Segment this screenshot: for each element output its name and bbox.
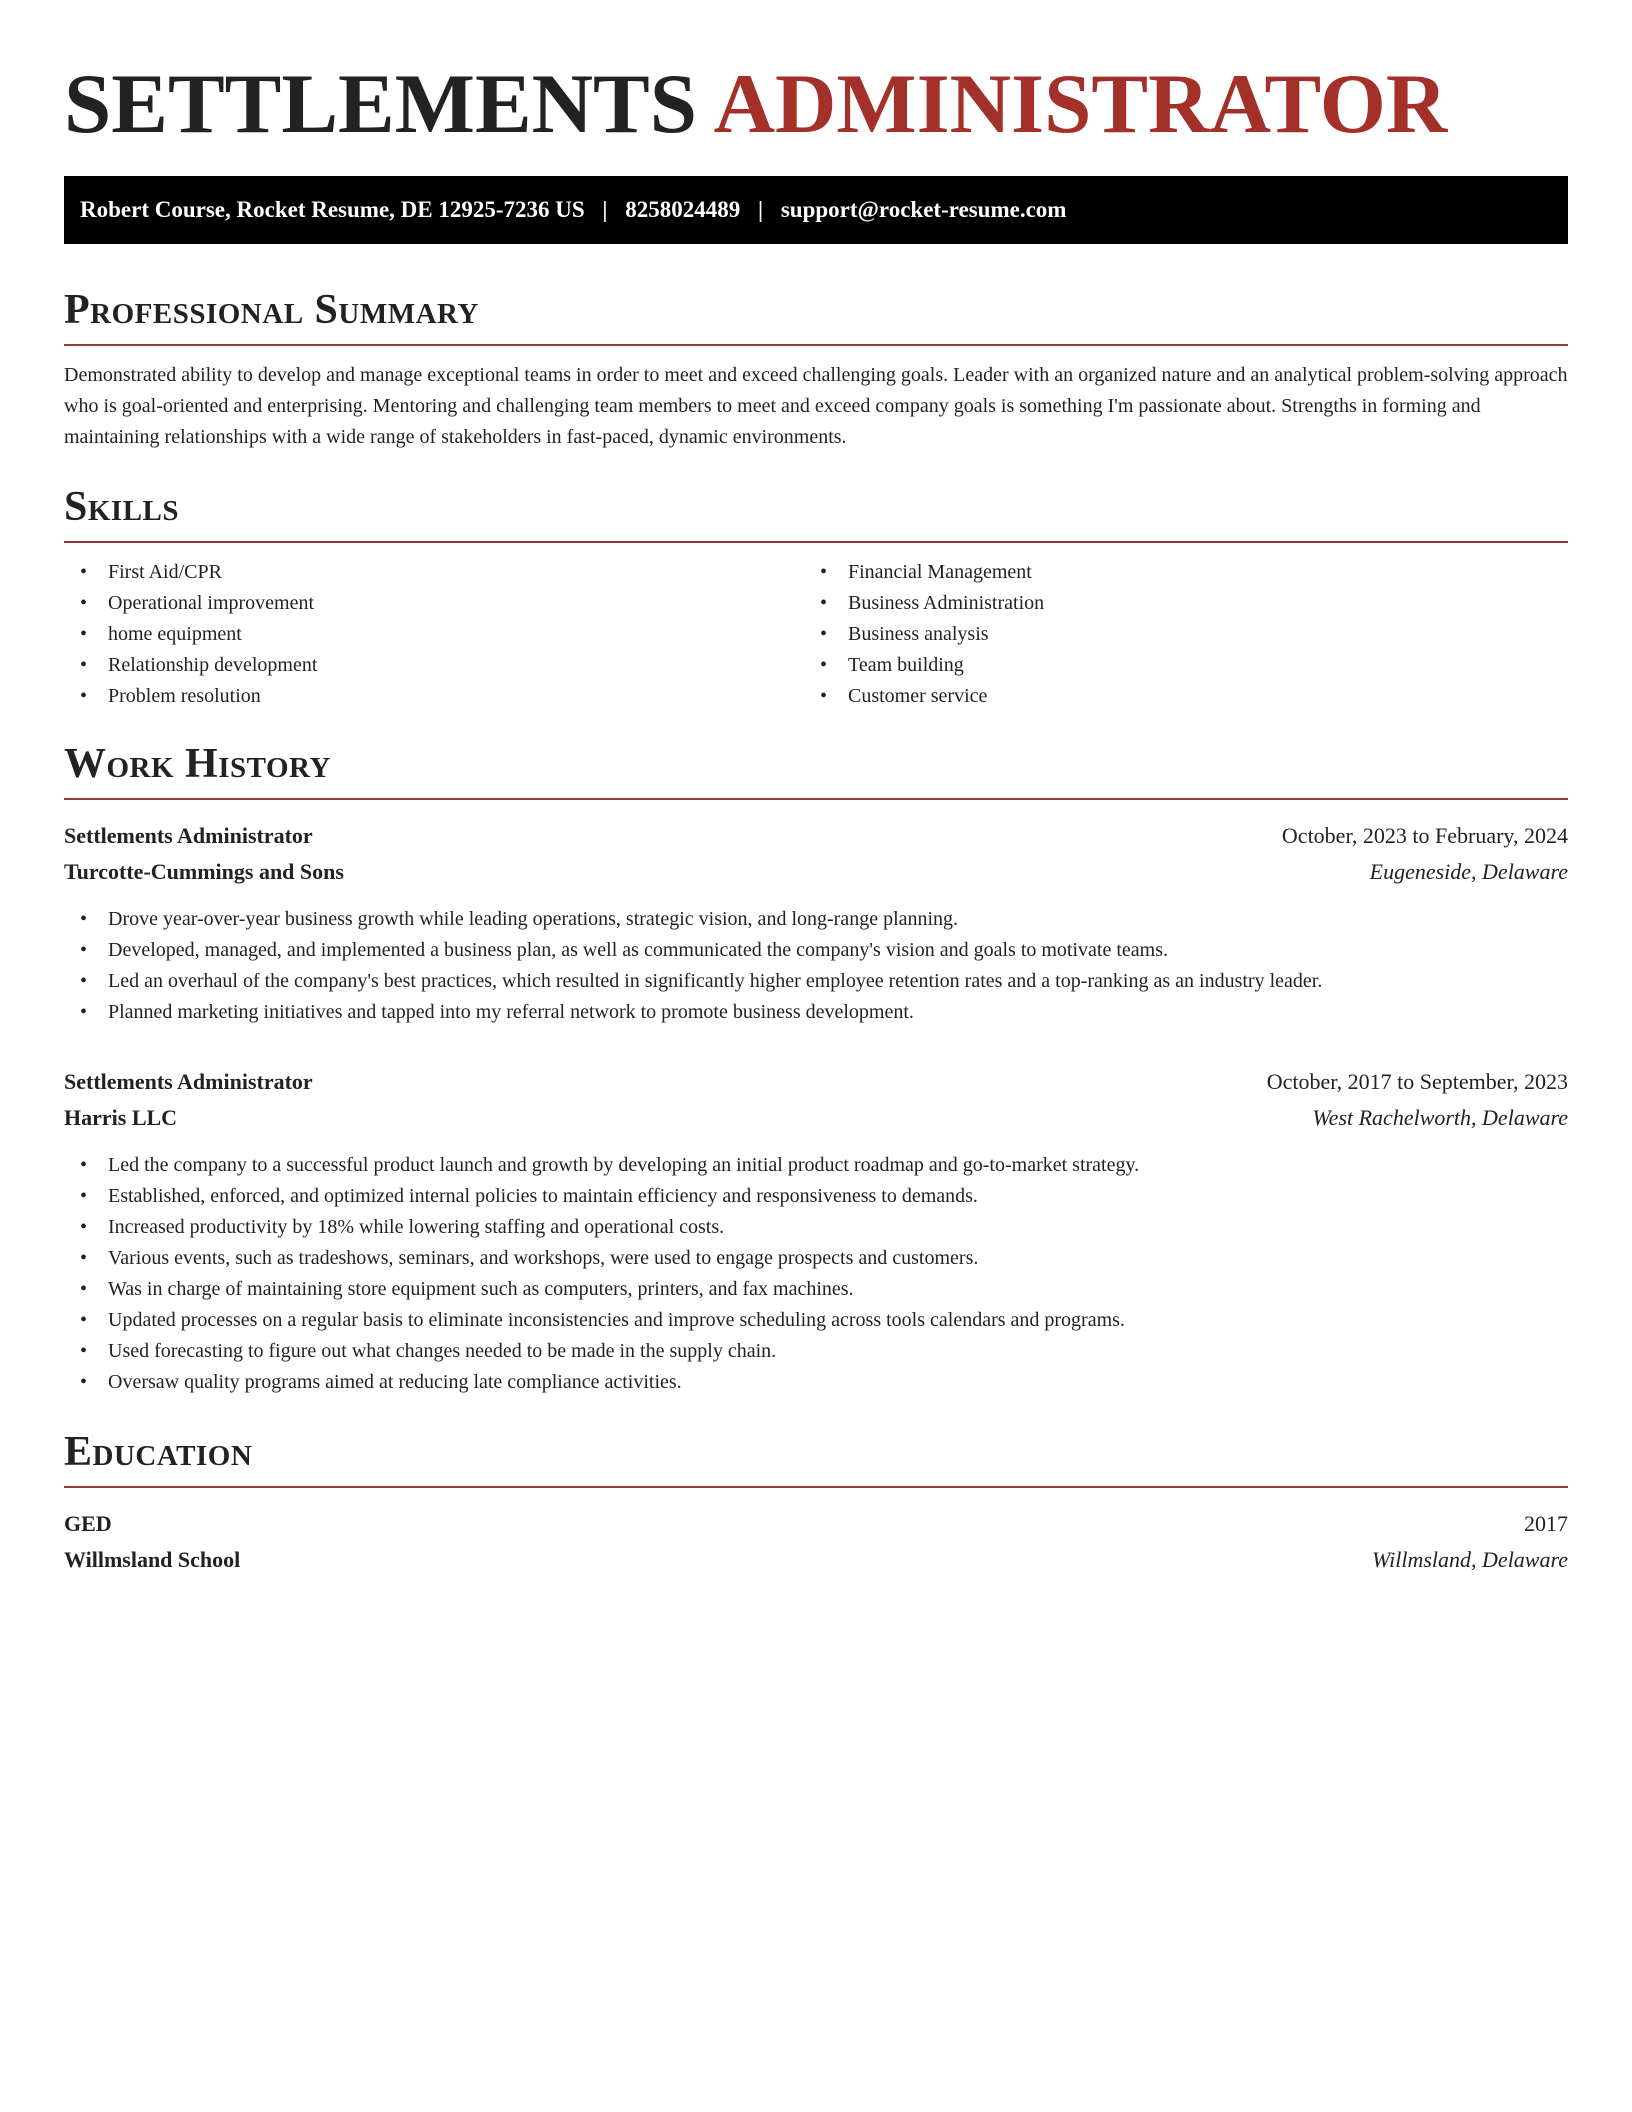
title-first-word: SETTLEMENTS xyxy=(64,57,698,151)
job-bullet: • Developed, managed, and implemented a business plan, as well as communicated the company's vision and goals to motivate teams. xyxy=(64,935,1568,966)
work-history-heading: Work History xyxy=(64,741,331,787)
skill-item: • First Aid/CPR xyxy=(64,557,804,588)
resume-page xyxy=(64,0,1568,1578)
job-company-row xyxy=(64,854,1568,890)
job-location: Eugeneside, Delaware xyxy=(1369,859,1568,884)
skills-list xyxy=(64,557,1568,712)
skill-item: • Business Administration xyxy=(804,588,1544,619)
skill-item: • Financial Management xyxy=(804,557,1544,588)
job-title: Settlements Administrator xyxy=(64,1069,313,1094)
job-bullet: • Drove year-over-year business growth while leading operations, strategic vision, and long-range planning. xyxy=(64,904,1568,935)
education-school: Willmsland School xyxy=(64,1547,241,1572)
skill-item: • Customer service xyxy=(804,681,1544,712)
job-bullet: • Was in charge of maintaining store equipment such as computers, printers, and fax machines. xyxy=(64,1274,1568,1305)
education-heading: Education xyxy=(64,1429,253,1475)
job-bullet: • Led an overhaul of the company's best practices, which resulted in significantly higher employee retention rates and a top-ranking as an industry leader. xyxy=(64,966,1568,997)
education-year: 2017 xyxy=(1524,1511,1568,1536)
job-header-row xyxy=(64,1064,1568,1100)
job-company: Harris LLC xyxy=(64,1105,178,1130)
skill-item: • Relationship development xyxy=(64,650,804,681)
summary-text: Demonstrated ability to develop and manage exceptional teams in order to meet and exceed challenging goals. Leader with an organized nature and an analytical problem-solving approach who is goal-oriented and enterprising. Mentoring and challenging team members to meet and exceed company goals is something I'm passionate about. Strengths in forming and maintaining relationships with a wide range of stakeholders in fast-paced, dynamic environments. xyxy=(64,364,1568,448)
education-entry xyxy=(64,1506,1568,1578)
contact-separator: | xyxy=(602,197,608,222)
job-bullet: • Led the company to a successful product launch and growth by developing an initial product roadmap and go-to-market strategy. xyxy=(64,1150,1568,1181)
education-location: Willmsland, Delaware xyxy=(1372,1547,1568,1572)
contact-phone: 8258024489 xyxy=(625,197,741,222)
summary-heading: Professional Summary xyxy=(64,287,479,333)
job-bullet: • Planned marketing initiatives and tapped into my referral network to promote business development. xyxy=(64,997,1568,1028)
skill-item: • Problem resolution xyxy=(64,681,804,712)
job-company: Turcotte-Cummings and Sons xyxy=(64,859,344,884)
section-divider xyxy=(64,344,1568,346)
title-second-word: ADMINISTRATOR xyxy=(713,57,1448,151)
section-divider xyxy=(64,798,1568,800)
skill-item: • Team building xyxy=(804,650,1544,681)
job-bullet: • Updated processes on a regular basis to eliminate inconsistencies and improve scheduling across tools calendars and programs. xyxy=(64,1305,1568,1336)
education-degree: GED xyxy=(64,1511,112,1536)
contact-address: Robert Course, Rocket Resume, DE 12925-7236 US xyxy=(80,197,585,222)
section-divider xyxy=(64,1486,1568,1488)
skill-item: • home equipment xyxy=(64,619,804,650)
job-bullet: • Increased productivity by 18% while lowering staffing and operational costs. xyxy=(64,1212,1568,1243)
job-entry xyxy=(64,1064,1568,1398)
education-degree-row xyxy=(64,1506,1568,1542)
contact-email: support@rocket-resume.com xyxy=(780,197,1067,222)
job-entry xyxy=(64,818,1568,1028)
skill-item: • Operational improvement xyxy=(64,588,804,619)
job-dates: October, 2017 to September, 2023 xyxy=(1266,1069,1568,1094)
job-bullet: • Oversaw quality programs aimed at reducing late compliance activities. xyxy=(64,1367,1568,1398)
education-school-row xyxy=(64,1542,1568,1578)
job-bullets xyxy=(64,1150,1568,1398)
skills-heading: Skills xyxy=(64,484,180,530)
skill-item: • Business analysis xyxy=(804,619,1544,650)
contact-separator: | xyxy=(758,197,764,222)
resume-title xyxy=(64,58,1568,150)
job-location: West Rachelworth, Delaware xyxy=(1312,1105,1568,1130)
job-company-row xyxy=(64,1100,1568,1136)
job-bullet: • Used forecasting to figure out what changes needed to be made in the supply chain. xyxy=(64,1336,1568,1367)
job-bullets xyxy=(64,904,1568,1028)
skills-column-right xyxy=(804,557,1544,712)
job-bullet: • Established, enforced, and optimized internal policies to maintain efficiency and responsiveness to demands. xyxy=(64,1181,1568,1212)
section-divider xyxy=(64,541,1568,543)
skills-column-left xyxy=(64,557,804,712)
job-header-row xyxy=(64,818,1568,854)
job-title: Settlements Administrator xyxy=(64,823,313,848)
job-dates: October, 2023 to February, 2024 xyxy=(1281,823,1568,848)
contact-bar xyxy=(64,176,1568,244)
job-bullet: • Various events, such as tradeshows, seminars, and workshops, were used to engage prospects and customers. xyxy=(64,1243,1568,1274)
